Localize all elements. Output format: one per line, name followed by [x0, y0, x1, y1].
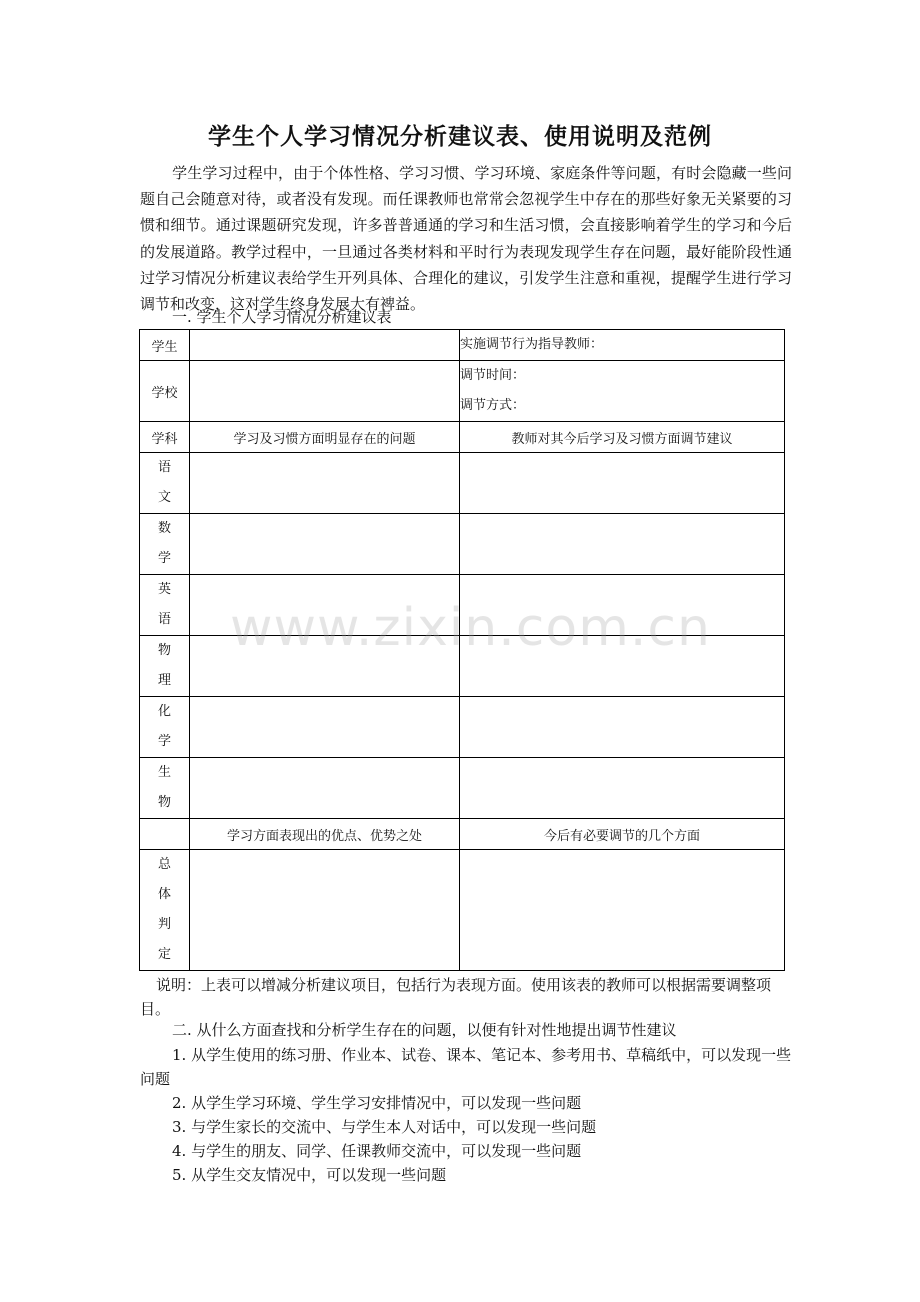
subject-char: 化 — [157, 704, 171, 719]
student-field[interactable] — [190, 330, 460, 361]
subject-label — [140, 697, 190, 758]
subject-row — [140, 758, 785, 819]
overall-char: 体 — [157, 887, 171, 902]
overall-label — [140, 850, 190, 971]
subject-char: 物 — [157, 795, 171, 810]
subject-char: 生 — [157, 765, 171, 780]
method-list — [140, 1043, 792, 1187]
problems-cell[interactable] — [190, 575, 460, 636]
subject-char: 学 — [157, 551, 171, 566]
row-summary-header — [140, 819, 785, 850]
school-label: 学校 — [140, 361, 190, 422]
subject-header: 学科 — [140, 422, 190, 453]
suggestions-cell[interactable] — [460, 575, 785, 636]
suggestions-cell[interactable] — [460, 758, 785, 819]
row-overall — [140, 850, 785, 971]
suggestions-cell[interactable] — [460, 514, 785, 575]
overall-char: 总 — [157, 857, 171, 872]
subject-char: 物 — [157, 643, 171, 658]
watermark: www.zixin.com.cn — [230, 598, 711, 658]
subject-row — [140, 514, 785, 575]
subject-char: 数 — [157, 521, 171, 536]
problems-cell[interactable] — [190, 453, 460, 514]
intro-paragraph — [140, 160, 792, 317]
problems-cell[interactable] — [190, 514, 460, 575]
subject-label — [140, 453, 190, 514]
subject-char: 理 — [157, 673, 171, 688]
suggestions-cell[interactable] — [460, 636, 785, 697]
analysis-form-table — [139, 329, 785, 971]
subject-char: 语 — [157, 460, 171, 475]
document-title: 学生个人学习情况分析建议表、使用说明及范例 — [208, 124, 712, 150]
suggestions-cell[interactable] — [460, 697, 785, 758]
adjust-header: 今后有必要调节的几个方面 — [460, 819, 785, 850]
problems-header: 学习及习惯方面明显存在的问题 — [190, 422, 460, 453]
note-text: 说明：上表可以增减分析建议项目，包括行为表现方面。使用该表的教师可以根据需要调整项目。 — [140, 976, 772, 1018]
time-label: 调节时间： — [460, 368, 526, 383]
problems-cell[interactable] — [190, 697, 460, 758]
subject-row — [140, 636, 785, 697]
list-item: 3. 与学生家长的交流中、与学生本人对话中，可以发现一些问题 — [172, 1118, 597, 1136]
note-paragraph — [140, 973, 792, 1021]
subject-char: 文 — [157, 490, 171, 505]
section2-title: 二. 从什么方面查找和分析学生存在的问题，以便有针对性地提出调节性建议 — [172, 1021, 677, 1039]
overall-char: 定 — [157, 947, 171, 962]
problems-cell[interactable] — [190, 636, 460, 697]
row-header — [140, 422, 785, 453]
suggestions-header: 教师对其今后学习及习惯方面调节建议 — [460, 422, 785, 453]
subject-char: 语 — [157, 612, 171, 627]
adjust-cell[interactable] — [460, 850, 785, 971]
subject-char: 学 — [157, 734, 171, 749]
intro-text: 学生学习过程中，由于个体性格、学习习惯、学习环境、家庭条件等问题，有时会隐藏一些问题自己会随意对待，或者没有发现。而任课教师也常常会忽视学生中存在的那些好象无关紧要的习惯和细节。通过课题研究发现，许多普普通通的学习和生活习惯，会直接影响着学生的学习和今后的发展道路。教学过程中，一旦通过各类材料和平时行为表现发现学生存在问题，最好能阶段性通过学习情况分析建议表给学生开列具体、合理化的建议，引发学生注意和重视，提醒学生进行学习调节和改变，这对学生终身发展大有裨益。 — [140, 164, 792, 314]
subject-label — [140, 575, 190, 636]
strengths-cell[interactable] — [190, 850, 460, 971]
row-student — [140, 330, 785, 361]
suggestions-cell[interactable] — [460, 453, 785, 514]
subject-row — [140, 575, 785, 636]
student-label: 学生 — [140, 330, 190, 361]
problems-cell[interactable] — [190, 758, 460, 819]
subject-char: 英 — [157, 582, 171, 597]
overall-char: 判 — [157, 917, 171, 932]
subject-row — [140, 697, 785, 758]
strengths-header: 学习方面表现出的优点、优势之处 — [190, 819, 460, 850]
list-item: 1. 从学生使用的练习册、作业本、试卷、课本、笔记本、参考用书、草稿纸中，可以发现一些问题 — [140, 1046, 792, 1088]
subject-label — [140, 758, 190, 819]
section1-title: 一. 学生个人学习情况分析建议表 — [172, 308, 392, 326]
list-item: 2. 从学生学习环境、学生学习安排情况中，可以发现一些问题 — [172, 1094, 582, 1112]
subject-label — [140, 636, 190, 697]
subject-row — [140, 453, 785, 514]
method-label: 调节方式： — [460, 398, 526, 413]
empty-cell — [140, 819, 190, 850]
row-school — [140, 361, 785, 422]
subject-label — [140, 514, 190, 575]
school-field[interactable] — [190, 361, 460, 422]
time-method-cell[interactable] — [460, 361, 785, 422]
list-item: 5. 从学生交友情况中，可以发现一些问题 — [172, 1166, 447, 1184]
teacher-label[interactable]: 实施调节行为指导教师： — [460, 330, 785, 361]
list-item: 4. 与学生的朋友、同学、任课教师交流中，可以发现一些问题 — [172, 1142, 582, 1160]
